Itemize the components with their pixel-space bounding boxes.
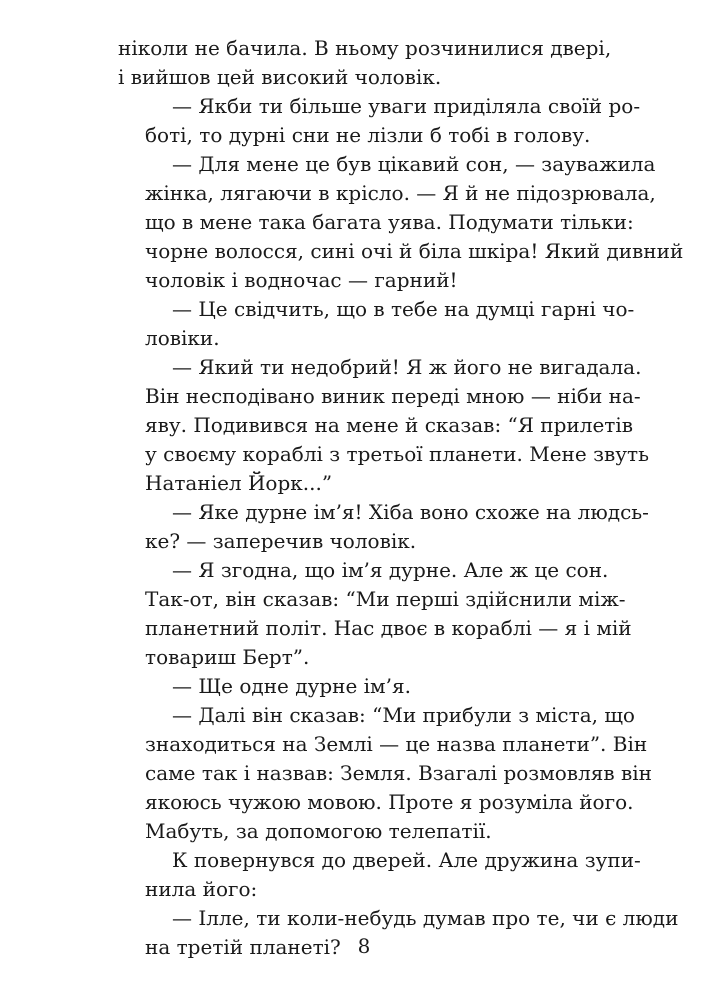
text-line: — Яке дурне ім’я! Хіба воно схоже на людсь- bbox=[172, 500, 649, 524]
paragraph bbox=[118, 295, 635, 353]
text-line: якоюсь чужою мовою. Проте я розуміла його. bbox=[145, 790, 634, 814]
text-line: чоловік і водночас — гарний! bbox=[145, 268, 458, 292]
paragraph bbox=[118, 672, 602, 701]
paragraph bbox=[118, 498, 649, 556]
text-line: — Якби ти більше уваги приділяла своїй ро- bbox=[172, 94, 641, 118]
text-line: нила його: bbox=[145, 877, 258, 901]
text-line: товариш Берт”. bbox=[145, 645, 310, 669]
text-line: ловіки. bbox=[145, 326, 220, 350]
text-line: жінка, лягаючи в крісло. — Я й не підозрювала, bbox=[145, 181, 656, 205]
paragraph bbox=[118, 353, 649, 498]
text-line: Натаніел Йорк...” bbox=[145, 471, 333, 495]
text-line: — Я згодна, що ім’я дурне. Але ж це сон. bbox=[172, 558, 609, 582]
text-line: — Це свідчить, що в тебе на думці гарні чо- bbox=[172, 297, 635, 321]
text-line: боті, то дурні сни не лізли б тобі в голову. bbox=[145, 123, 591, 147]
body-text bbox=[118, 34, 684, 962]
text-line: — Ще одне дурне ім’я. bbox=[172, 674, 411, 698]
text-line: на третій планеті? bbox=[145, 935, 341, 959]
text-line: чорне волосся, сині очі й біла шкіра! Який дивний bbox=[145, 239, 684, 263]
text-line: і вийшов цей високий чоловік. bbox=[118, 65, 442, 89]
paragraph bbox=[118, 846, 641, 904]
text-line: саме так і назвав: Земля. Взагалі розмовляв він bbox=[145, 761, 652, 785]
paragraph bbox=[118, 150, 684, 295]
text-line: — Ілле, ти коли-небудь думав про те, чи є люди bbox=[172, 906, 679, 930]
text-line: у своєму кораблі з третьої планети. Мене звуть bbox=[145, 442, 649, 466]
text-line: Мабуть, за допомогою телепатії. bbox=[145, 819, 492, 843]
text-line: планетний політ. Нас двоє в кораблі — я і мій bbox=[145, 616, 632, 640]
text-line: ніколи не бачила. В ньому розчинилися двері, bbox=[118, 36, 612, 60]
text-line: Він несподівано виник переді мною — ніби на- bbox=[145, 384, 641, 408]
text-line: — Який ти недобрий! Я ж його не вигадала. bbox=[172, 355, 642, 379]
text-line: знаходиться на Землі — це назва планети”. Він bbox=[145, 732, 648, 756]
text-line: — Далі він сказав: “Ми прибули з міста, що bbox=[172, 703, 635, 727]
paragraph bbox=[118, 34, 612, 92]
text-line: що в мене така багата уява. Подумати тільки: bbox=[145, 210, 634, 234]
paragraph bbox=[118, 556, 632, 672]
page-number: 8 bbox=[357, 934, 371, 958]
text-line: — Для мене це був цікавий сон, — зауважила bbox=[172, 152, 656, 176]
text-line: Так-от, він сказав: “Ми перші здійснили між- bbox=[145, 587, 626, 611]
paragraph bbox=[118, 701, 652, 846]
text-line: К повернувся до дверей. Але дружина зупи- bbox=[172, 848, 641, 872]
text-line: ке? — заперечив чоловік. bbox=[145, 529, 417, 553]
paragraph bbox=[118, 92, 641, 150]
text-line: яву. Подивився на мене й сказав: “Я прилетів bbox=[145, 413, 633, 437]
